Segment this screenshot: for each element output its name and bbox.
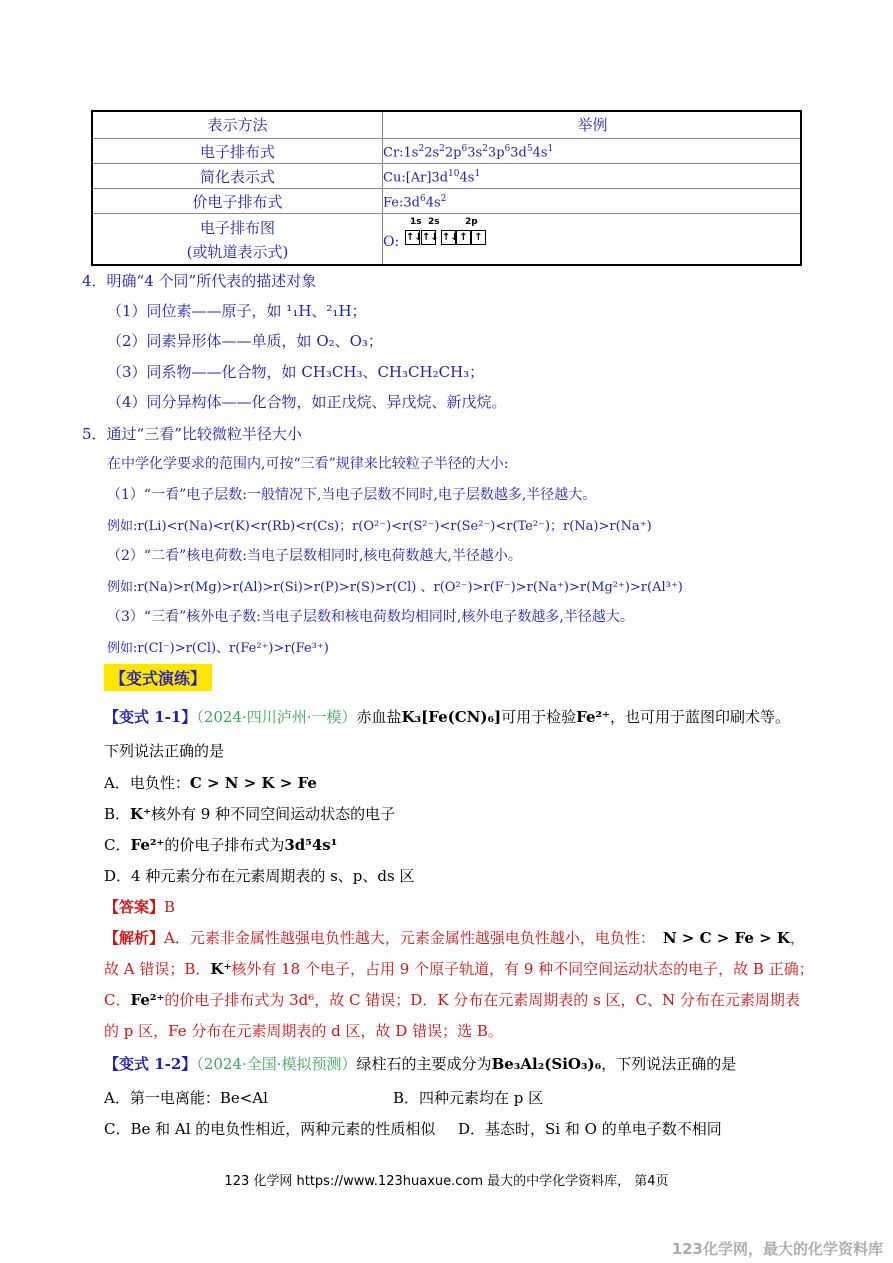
option-formula: 3d⁵4s¹ xyxy=(284,836,338,854)
option-key: A． xyxy=(104,774,130,792)
page-footer: 123 化学网 https://www.123huaxue.com 最大的中学化学资料库， 第4页 xyxy=(224,1174,669,1189)
row-label: 简化表示式 xyxy=(199,168,275,186)
orbital-label: 2p xyxy=(465,217,478,227)
row-label: 价电子排布式 xyxy=(192,193,283,211)
practice-banner: 【变式演练】 xyxy=(104,664,212,691)
section-item: （3）同系物——化合物，如 CH₃CH₃、CH₃CH₂CH₃； xyxy=(107,363,485,381)
analysis-text: 的价电子排布式为 3d⁶，故 C 错误；D．K 分布在元素周期表的 s 区，C、N 分布在元素周期表 xyxy=(164,991,800,1009)
analysis-text: A．元素非金属性越强电负性越大，元素金属性越强电负性越小，电负性： xyxy=(164,929,655,947)
analysis-line: 的 p 区，Fe 分布在元素周期表的 d 区，故 D 错误；选 B。 xyxy=(104,1022,503,1040)
option-text: 的价电子排布式为 xyxy=(164,836,285,854)
formula: K₃[Fe(CN)₆] xyxy=(401,708,502,726)
option-a: A．第一电离能：Be<Al xyxy=(104,1089,268,1107)
option-b xyxy=(104,803,395,824)
option-b: B．四种元素均在 p 区 xyxy=(393,1089,544,1107)
option-formula: Fe²⁺ xyxy=(130,836,165,854)
option-text: 电负性： xyxy=(129,774,190,792)
paragraph: 在中学化学要求的范围内,可按“三看”规律来比较粒子半径的大小: xyxy=(107,456,509,472)
analysis-line xyxy=(104,989,800,1010)
header-right: 举例 xyxy=(577,116,608,134)
option-key: C． xyxy=(104,836,131,854)
section-title: 4．明确“4 个同”所代表的描述对象 xyxy=(82,272,317,290)
analysis-formula: Fe²⁺ xyxy=(130,991,165,1009)
orbital-box: ↑↓ xyxy=(442,232,459,243)
analysis-formula: K⁺ xyxy=(210,960,232,978)
question-tag: 【变式 1-1】 xyxy=(104,708,197,726)
orbital-label: 2s xyxy=(428,217,440,227)
table-header-row xyxy=(93,112,800,139)
analysis-text: 故 A 错误；B． xyxy=(104,960,211,978)
orbital-box: ↑↓ xyxy=(422,232,439,243)
section-item: （1）同位素——原子，如 ¹₁H、²₁H； xyxy=(107,302,367,320)
formula: Be₃Al₂(SiO₃)₆ xyxy=(491,1055,602,1073)
stem-text: 绿柱石的主要成分为 xyxy=(356,1055,492,1073)
row-example: $Cu:[Ar]3d^{10}4s^1$ xyxy=(383,169,481,186)
ion-formula: Fe²⁺ xyxy=(576,708,611,726)
section-item: （4）同分异构体——化合物，如正戊烷、异戊烷、新戊烷。 xyxy=(107,393,507,411)
row-label: 电子排布式 xyxy=(199,143,275,161)
analysis-text: C． xyxy=(104,991,131,1009)
analysis-text: ， xyxy=(789,929,805,947)
option-a xyxy=(104,772,317,793)
header-left: 表示方法 xyxy=(207,116,268,134)
table-row xyxy=(93,138,800,164)
paragraph: （2）“二看”核电荷数:当电子层数相同时,核电荷数越大,半径越小。 xyxy=(107,548,522,564)
orbital-box: ↑ xyxy=(456,230,471,245)
question-stem xyxy=(104,706,790,727)
question-tag: 【变式 1-2】 xyxy=(104,1055,197,1073)
paragraph: 例如:r(Cl⁻)>r(Cl)、r(Fe²⁺)>r(Fe³⁺) xyxy=(107,641,329,656)
table-row xyxy=(93,163,800,189)
orbital-box: ↑↓ xyxy=(406,232,423,243)
notation-table xyxy=(91,110,802,266)
stem-text: ，下列说法正确的是 xyxy=(601,1055,737,1073)
paragraph: （1）“一看”电子层数:一般情况下,当电子层数不同时,电子层数越多,半径越大。 xyxy=(107,487,597,503)
question-source: （2024·四川泸州·一模） xyxy=(196,708,357,726)
analysis-line xyxy=(104,927,805,948)
analysis-formula: N > C > Fe > K xyxy=(662,929,790,947)
option-key: B． xyxy=(104,805,131,823)
watermark: 123化学网，最大的化学资料库 xyxy=(671,1240,883,1258)
option-formula: C > N > K > Fe xyxy=(189,774,317,792)
stem-text: ，也可用于蓝图印刷术等。 xyxy=(610,708,791,726)
analysis-text: 核外有 18 个电子，占用 9 个原子轨道，有 9 种不同空间运动状态的电子，故 B 正确； xyxy=(231,960,814,978)
paragraph: 例如:r(Li)<r(Na)<r(K)<r(Rb)<r(Cs)；r(O²⁻)<r(S²⁻)<r(Se²⁻)<r(Te²⁻)；r(Na)>r(Na⁺) xyxy=(107,519,652,534)
option-d: D．基态时，Si 和 O 的单电子数不相同 xyxy=(458,1120,722,1138)
row-example: $Fe:3d^64s^2$ xyxy=(383,194,447,211)
answer-tag: 【答案】 xyxy=(104,898,165,916)
table-row xyxy=(93,188,800,214)
paragraph: （3）“三看”核外电子数:当电子层数和核电荷数均相同时,核外电子数越多,半径越大。 xyxy=(107,609,634,625)
row-example: O: xyxy=(383,234,400,250)
option-formula: K⁺ xyxy=(130,805,151,823)
option-c: C．Be 和 Al 的电负性相近，两种元素的性质相似 xyxy=(104,1120,436,1138)
option-key: D． xyxy=(104,867,132,885)
orbital-label: 1s xyxy=(410,217,422,227)
table-row xyxy=(93,213,800,264)
stem-text: 赤血盐 xyxy=(356,708,402,726)
row-label: 电子排布图 xyxy=(199,219,275,237)
analysis-tag: 【解析】 xyxy=(104,929,165,947)
question-stem-2: 下列说法正确的是 xyxy=(104,742,225,760)
option-c xyxy=(104,834,337,855)
question-stem xyxy=(104,1053,736,1074)
section-item: （2）同素异形体——单质，如 O₂、O₃； xyxy=(107,332,383,350)
question-source: （2024·全国·模拟预测） xyxy=(196,1055,357,1073)
section-title: 5．通过“三看”比较微粒半径大小 xyxy=(82,425,302,443)
answer xyxy=(104,896,175,917)
stem-text: 可用于检验 xyxy=(501,708,577,726)
row-label-2: (或轨道表示式) xyxy=(186,243,289,261)
row-example: $Cr:1s^22s^22p^63s^23p^63d^54s^1$ xyxy=(383,144,554,161)
answer-value: B xyxy=(164,898,176,916)
analysis-line xyxy=(104,958,814,979)
option-text: 核外有 9 种不同空间运动状态的电子 xyxy=(151,805,396,823)
orbital-box: ↑ xyxy=(471,230,486,245)
option-d xyxy=(104,865,414,886)
paragraph: 例如:r(Na)>r(Mg)>r(Al)>r(Si)>r(P)>r(S)>r(Cl) 、r(O²⁻)>r(F⁻)>r(Na⁺)>r(Mg²⁺)>r(Al³⁺) xyxy=(107,580,683,595)
option-text: 4 种元素分布在元素周期表的 s、p、ds 区 xyxy=(131,867,415,885)
